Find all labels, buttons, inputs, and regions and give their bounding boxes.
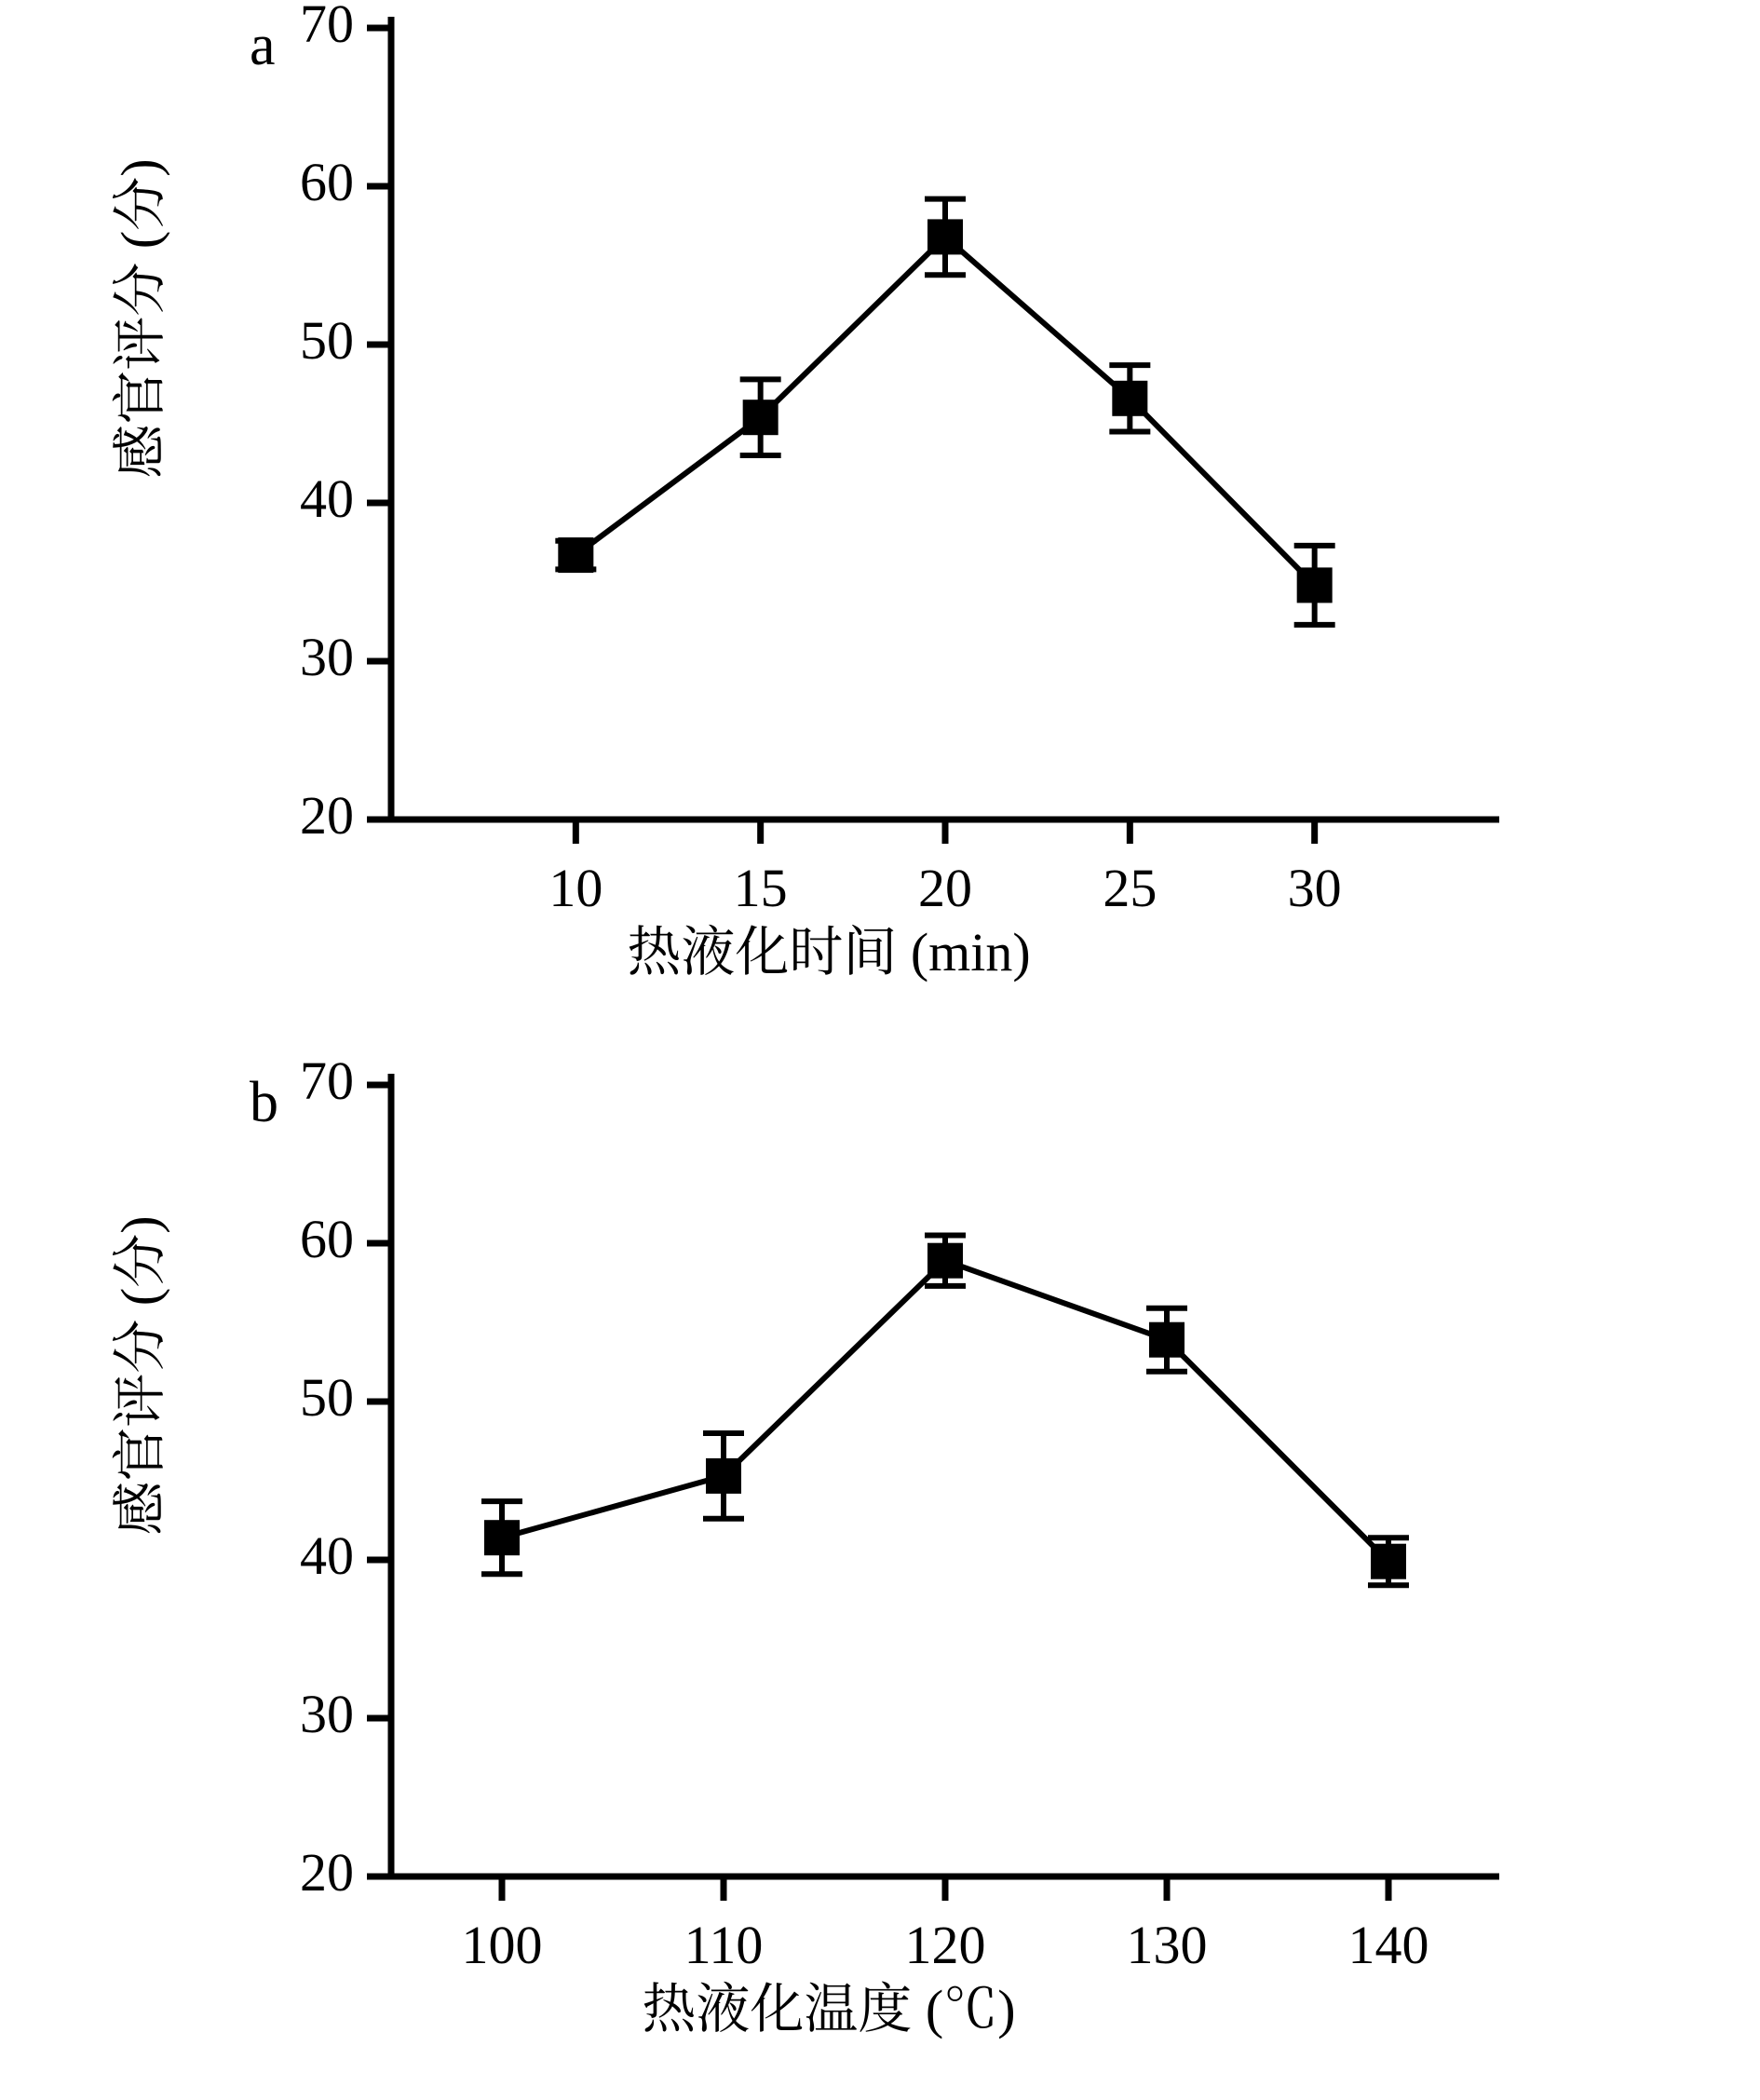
data-point-marker (927, 1243, 963, 1279)
data-point-marker (706, 1458, 741, 1494)
data-point-marker (927, 219, 963, 254)
data-point-marker (1149, 1322, 1185, 1358)
panel-a-x-axis-label: 热液化时间 (min) (627, 922, 1031, 982)
x-tick-label: 15 (733, 858, 788, 918)
x-tick-label: 120 (904, 1915, 986, 1975)
y-tick-label: 70 (300, 0, 354, 54)
panel-a-y-axis-label: 感官评分 (分) (110, 158, 170, 479)
x-tick-label: 25 (1103, 858, 1158, 918)
panel-a-letter: a (250, 14, 276, 77)
panel-b-y-axis-label: 感官评分 (分) (110, 1215, 170, 1536)
chart-panel-a (0, 0, 1760, 1043)
y-tick-label: 60 (300, 1209, 354, 1269)
x-tick-label: 100 (461, 1915, 543, 1975)
panel-b-letter: b (250, 1071, 278, 1134)
data-point-marker (558, 537, 593, 573)
panel-b-x-axis-label: 热液化温度 (℃) (642, 1979, 1016, 2039)
data-series-line (575, 237, 1314, 585)
data-series-line (502, 1261, 1388, 1562)
y-tick-label: 30 (300, 627, 354, 687)
y-tick-label: 60 (300, 152, 354, 212)
chart-panel-b (0, 1050, 1760, 2100)
y-tick-label: 30 (300, 1684, 354, 1744)
data-point-marker (1112, 381, 1147, 416)
y-tick-label: 50 (300, 1367, 354, 1428)
x-tick-label: 130 (1126, 1915, 1208, 1975)
x-tick-label: 110 (684, 1915, 764, 1975)
x-tick-label: 140 (1347, 1915, 1429, 1975)
y-tick-label: 20 (300, 1842, 354, 1903)
x-tick-label: 20 (918, 858, 972, 918)
data-point-marker (743, 400, 778, 435)
y-tick-label: 50 (300, 310, 354, 371)
y-tick-label: 40 (300, 468, 354, 529)
data-point-marker (484, 1520, 520, 1555)
y-tick-label: 20 (300, 785, 354, 846)
panel-a-plot (0, 0, 1760, 885)
y-tick-label: 70 (300, 1050, 354, 1111)
x-tick-label: 10 (548, 858, 603, 918)
panel-b-plot (0, 1057, 1760, 1942)
x-tick-label: 30 (1287, 858, 1342, 918)
y-tick-label: 40 (300, 1525, 354, 1586)
data-point-marker (1297, 567, 1333, 603)
data-point-marker (1371, 1544, 1406, 1579)
